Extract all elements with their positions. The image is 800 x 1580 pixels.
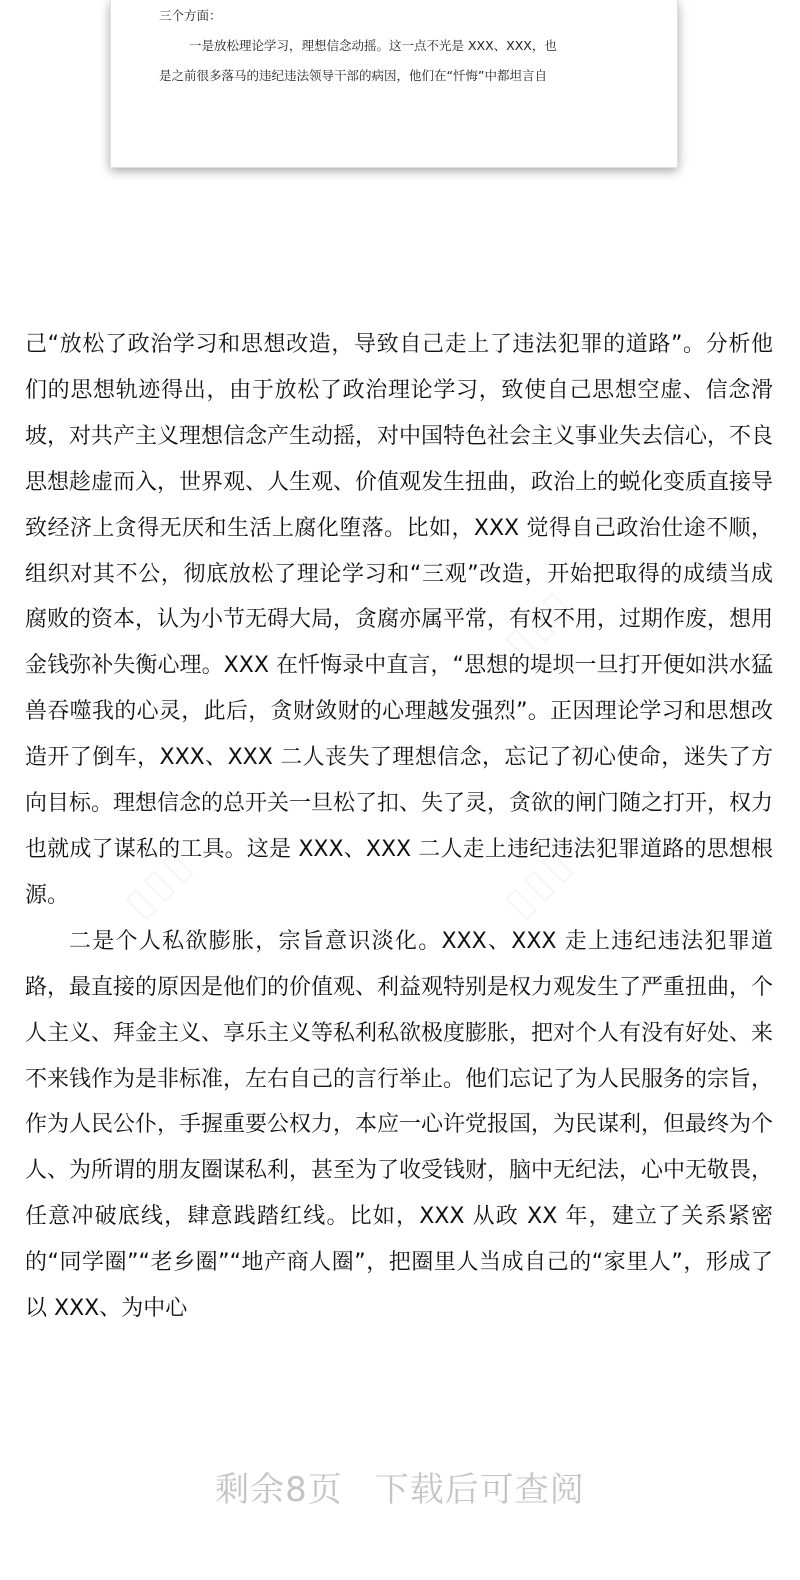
preview-line-3: 是之前很多落马的违纪违法领导干部的病因，他们在“忏悔”中都坦言自 bbox=[159, 68, 547, 83]
preview-line-2: 一是放松理论学习，理想信念动摇。这一点不光是 XXX、XXX，也 bbox=[189, 38, 557, 53]
paragraph-point-two: 二是个人私欲膨胀，宗旨意识淡化。XXX、XXX 走上违纪违法犯罪道路，最直接的原因是他们的价值观、利益观特别是权力观发生了严重扭曲，个人主义、拜金主义、享乐主义等私利私欲极度膨胀，把对个人有没有好处、来不来钱作为是非标准，左右自己的言行举止。他们忘记了为人民服务的宗旨，作为人民公仆，手握重要公权力，本应一心许党报国，为民谋利，但最终为个人、为所谓的朋友圈谋私利，甚至为了收受钱财，脑中无纪法，心中无敬畏，任意冲破底线，肆意践踏红线。比如，XXX 从政 XX 年，建立了关系紧密的“同学圈”“老乡圈”“地产商人圈”，把圈里人当成自己的“家里人”，形成了以 XXX、为中心 bbox=[25, 928, 774, 1322]
remaining-pages-label: 剩余8页 bbox=[215, 1470, 343, 1510]
paragraph-continuation: 己“放松了政治学习和思想改造，导致自己走上了违法犯罪的道路”。分析他们的思想轨迹得出，由于放松了政治理论学习，致使自己思想空虚、信念滑坡，对共产主义理想信念产生动摇，对中国特色社会主义事业失去信心，不良思想趁虚而入，世界观、人生观、价值观发生扭曲，政治上的蜕化变质直接导致经济上贪得无厌和生活上腐化堕落。比如，XXX 觉得自己政治仕途不顺，组织对其不公，彻底放松了理论学习和“三观”改造，开始把取得的成绩当成腐败的资本，认为小节无碍大局，贪腐亦属平常，有权不用，过期作废，想用金钱弥补失衡心理。XXX 在忏悔录中直言，“思想的堤坝一旦打开便如洪水猛兽吞噬我的心灵，此后，贪财敛财的心理越发强烈”。正因理论学习和思想改造开了倒车，XXX、XXX 二人丧失了理想信念，忘记了初心使命，迷失了方向目标。理想信念的总开关一旦松了扣、失了灵，贪欲的闸门随之打开，权力也就成了谋私的工具。这是 XXX、XXX 二人走上违纪违法犯罪道路的思想根源。 bbox=[25, 332, 774, 908]
download-to-view-label: 下载后可查阅 bbox=[374, 1470, 585, 1510]
download-prompt[interactable] bbox=[0, 1468, 800, 1512]
preview-page-card bbox=[110, 0, 678, 168]
preview-line-1: 三个方面： bbox=[159, 8, 222, 23]
document-body bbox=[25, 322, 773, 1332]
